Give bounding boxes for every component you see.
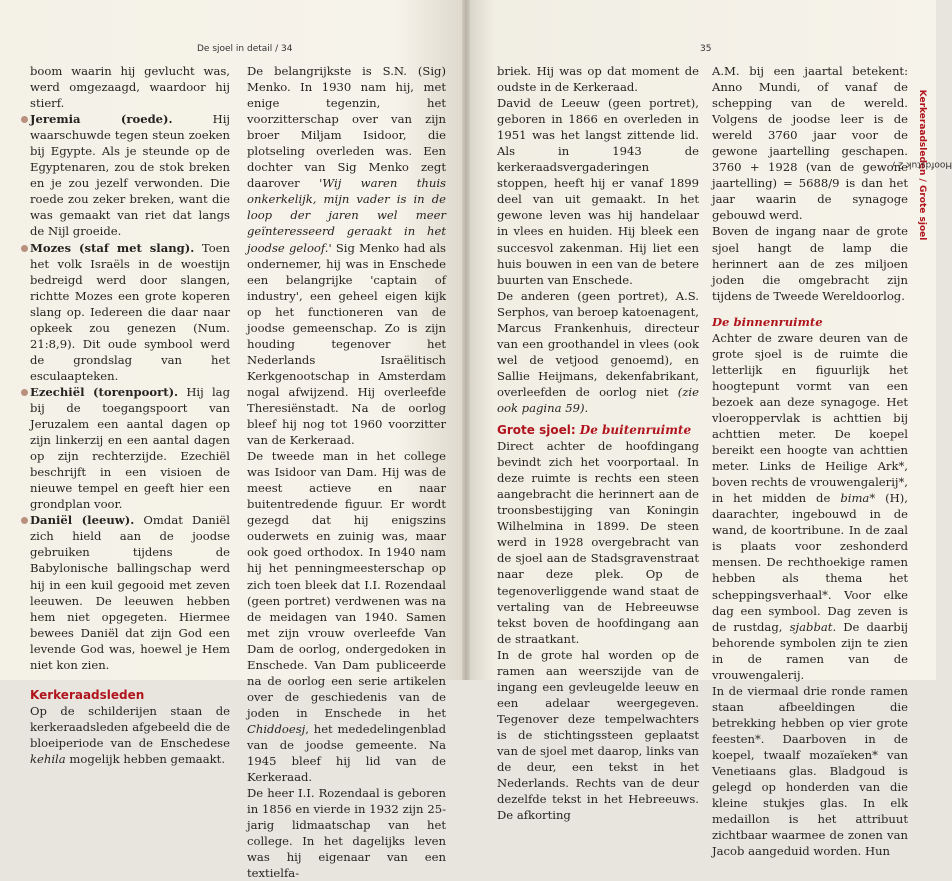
chapter-side-tab	[891, 40, 952, 290]
text-run: Achter de zware deuren van de grote sjoel is de ruimte die letterlijk en figuurlijk het hoogtepunt vormt van een bezoek aan deze synagoge. Het vloeroppervlak is achttien bij achttien meter. De koepel bereikt een hoogte van achttien meter. Links de Heilige Ark*, boven rechts de vrouwengalerij*, in het midden de	[712, 330, 908, 506]
body-paragraph: In de viermaal drie ronde ramen staan afbeeldingen die betrekking hebben op vier grote feesten*. Daarboven in de koepel, twaalf mozaïeken* van Venetiaans glas. Bladgoud is gelegd op honderden van die kleine stukjes glas. In elk medaillon is het attribuut zichtbaar waarmee de zonen van Jacob aangeduid worden. Hun	[712, 683, 908, 859]
book-gutter	[462, 0, 470, 680]
body-paragraph: A.M. bij een jaartal betekent: Anno Mundi, of vanaf de schepping van de wereld. Volgens de joodse leer is de wereld 3760 jaar voor de gewone jaartelling geschapen. 3760 + 1928 (van de gewone jaartelling) = 5688/9 is dan het jaar waarin de synagoge gebouwd werd.	[712, 64, 908, 223]
intro-paragraph: boom waarin hij gevlucht was, werd omgezaagd, waardoor hij stierf.	[30, 64, 230, 111]
bullet-text: Hij lag bij de toegangspoort van Jeruzalem een aantal dagen op zijn linkerzij en een aantal dagen op zijn rechterzijde. Ezechiël beschrijft in een visioen de nieuwe tempel en geeft hier een grondplan voor.	[30, 384, 230, 512]
body-paragraph: David de Leeuw (geen portret), geboren in 1866 en overleden in 1951 was het langst zittende lid. Als in 1943 de kerkeraadsvergaderingen stoppen, heeft hij er vanaf 1899 deel van uit gemaakt. In het gewone leven was hij handelaar in vlees en huiden. Hij bleek een succesvol zakenman. Hij liet een huis bouwen in een van de betere buurten van Enschede.	[497, 96, 699, 287]
list-item	[30, 512, 230, 672]
text-emphasis: (zie ook pagina 59)	[497, 384, 699, 415]
left-column-1	[30, 63, 230, 767]
bullet-text: Omdat Daniël zich hield aan de joodse gebruiken tijdens de Babylonische ballingschap werd hij in een kuil gegooid met zeven leeuwen. De leeuwen hebben hem niet opgegeten. Hiermee bewees Daniël dat zijn God een levende God was, hoewel je Hem niet kon zien.	[30, 513, 230, 672]
bullet-title: Mozes (staf met slang).	[30, 240, 195, 255]
list-item	[30, 384, 230, 512]
heading-main: Grote sjoel:	[497, 423, 580, 438]
text-run: . De daarbij behorende symbolen zijn te zien in de ramen van de vrouwengalerij.	[712, 619, 908, 682]
bullet-icon	[21, 245, 28, 252]
heading-sub: De buitenruimte	[579, 423, 692, 438]
text-run: De belangrijkste is S.N. (Sig) Menko. In 1930 nam hij, met enige tegenzin, het voorzitterschap over van zijn broer Miljam Isidoor, die plotseling overleden was. Een dochter van Sig Menko zegt daarover	[247, 64, 446, 191]
bullet-title: Daniël (leeuw).	[30, 513, 135, 528]
list-item	[30, 240, 230, 384]
body-paragraph: In de grote hal worden op de ramen aan weerszijde van de ingang een gevleugelde leeuw en een adelaar weergegeven. Tegenover deze tempelwachters is de stichtingssteen geplaatst van de sjoel met daarop, links van de deur, een tekst in het Nederlands. Rechts van de deur dezelfde tekst in het Hebreeuws. De afkorting	[497, 647, 699, 823]
section-heading-grote-sjoel	[497, 422, 699, 438]
bullet-title: Ezechiël (torenpoort).	[30, 384, 179, 399]
text-run: De anderen (geen portret), A.S. Serphos, van beroep katoenagent, Marcus Frankenhuis, directeur van een groothandel in vlees (ook wel de vetjood genoemd), en Sallie Heijmans, dekenfabrikant, overleefden de oorlog niet	[497, 288, 699, 399]
body-paragraph: Direct achter de hoofdingang bevindt zich het voorportaal. In deze ruimte is rechts een steen aangebracht die herinnert aan de troonsbestijging van Koningin Wilhelmina in 1899. De steen werd in 1928 overgebracht van de sjoel aan de Stadsgravenstraat naar deze plek. Op de tegenoverliggende wand staat de vertaling van de Hebreeuwse tekst boven de hoofdingang aan de straatkant.	[497, 439, 699, 646]
subheading-binnenruimte: De binnenruimte	[712, 314, 823, 329]
body-paragraph	[247, 448, 446, 785]
running-head-right: 35	[700, 44, 712, 54]
text-emphasis: bima*	[840, 491, 876, 506]
list-item	[30, 111, 230, 239]
bullet-title: Jeremia (roede).	[30, 112, 173, 127]
text-run: De tweede man in het college was Isidoor van Dam. Hij was de meest actieve en naar buitentredende figuur. Er wordt gezegd dat hij enigszins ouderwets en zuinig was, maar ook goed orthodox. In 1940 nam hij het penningmeesterschap op zich toen bleek dat I.I. Rozendaal (geen portret) verdwenen was na de meidagen van 1940. Samen met zijn vrouw overleefde Van Dam de oorlog, ondergedoken in Enschede. Van Dam publiceerde na de oorlog een serie artikelen over de geschiedenis van de joden in Enschede in het	[247, 449, 446, 720]
body-paragraph	[30, 703, 230, 767]
text-run: Op de schilderijen staan de kerkeraadsleden afgebeeld die de bloeiperiode van de Enschedese	[30, 703, 230, 750]
body-paragraph: Boven de ingang naar de grote sjoel hangt de lamp die herinnert aan de zes miljoen joden die omgebracht zijn tijdens de Tweede Wereldoorlog.	[712, 224, 908, 303]
side-tab-chapter: Hoofdstuk 2 /	[891, 160, 952, 170]
text-run: mogelijk hebben gemaakt.	[65, 751, 226, 766]
right-column-1	[497, 63, 699, 823]
body-paragraph	[497, 288, 699, 416]
body-paragraph: briek. Hij was op dat moment de oudste in de Kerkeraad.	[497, 64, 699, 95]
text-run: (H), daarachter, ingebouwd in de wand, de koortribune. In de zaal is plaats voor zeshonderd mensen. De rechthoekige ramen hebben als thema het scheppingsverhaal*. Voor elke dag een symbool. Dag zeven is de rustdag,	[712, 491, 908, 634]
text-run: , het mededelingenblad van de joodse gemeente. Na 1945 bleef hij lid van de Kerkeraad.	[247, 721, 446, 785]
text-emphasis: Chiddoesj	[247, 721, 306, 736]
body-paragraph: De heer I.I. Rozendaal is geboren in 1856 en vierde in 1932 zijn 25-jarig lidmaatschap van het college. In het dagelijks leven was hij eigenaar van een textielfa-	[247, 786, 446, 881]
left-column-2	[247, 63, 446, 881]
text-emphasis: kehila	[30, 751, 66, 766]
running-head-left: De sjoel in detail / 34	[197, 44, 293, 54]
section-heading-kerkeraadsleden: Kerkeraadsleden	[30, 687, 145, 702]
text-run: Sig Menko had als ondernemer, hij was in Enschede een belangrijke 'captain of industry', een geheel eigen kijk op het functioneren van de joodse gemeenschap. Zo is zijn houding tegenover het Nederlands Israëlitisch Kerkgenootschap in Amsterdam nogal afwijzend. Hij overleefde Theresiënstadt. Na de oorlog bleef hij nog tot 1960 voorzitter van de Kerkeraad.	[247, 240, 446, 448]
body-paragraph	[712, 330, 908, 683]
bullet-icon	[21, 389, 28, 396]
right-column-2	[712, 63, 908, 859]
quote: 'Wij waren thuis onkerkelijk, mijn vader is in de loop der jaren wel meer geïnteresseerd geraakt in het joodse geloof.'	[247, 176, 446, 255]
bullet-text: Hij waarschuwde tegen steun zoeken bij Egypte. Als je steunde op de Egyptenaren, zou de stok breken en je zou jezelf verwonden. Die roede zou zeker breken, want die was gemaakt van riet dat langs de Nijl groeide.	[30, 112, 230, 239]
body-paragraph	[247, 63, 446, 448]
side-tab-section: Kerkeraadsleden / Grote sjoel	[917, 89, 927, 241]
text-emphasis: sjabbat	[789, 619, 833, 634]
text-run: .	[584, 400, 589, 415]
bullet-text: Toen het volk Israëls in de woestijn bedreigd werd door slangen, richtte Mozes een grote koperen slang op. Iedereen die daar naar opkeek zou genezen (Num. 21:8,9). Dit oude symbool werd de grondslag van het esculaapteken.	[30, 240, 231, 383]
